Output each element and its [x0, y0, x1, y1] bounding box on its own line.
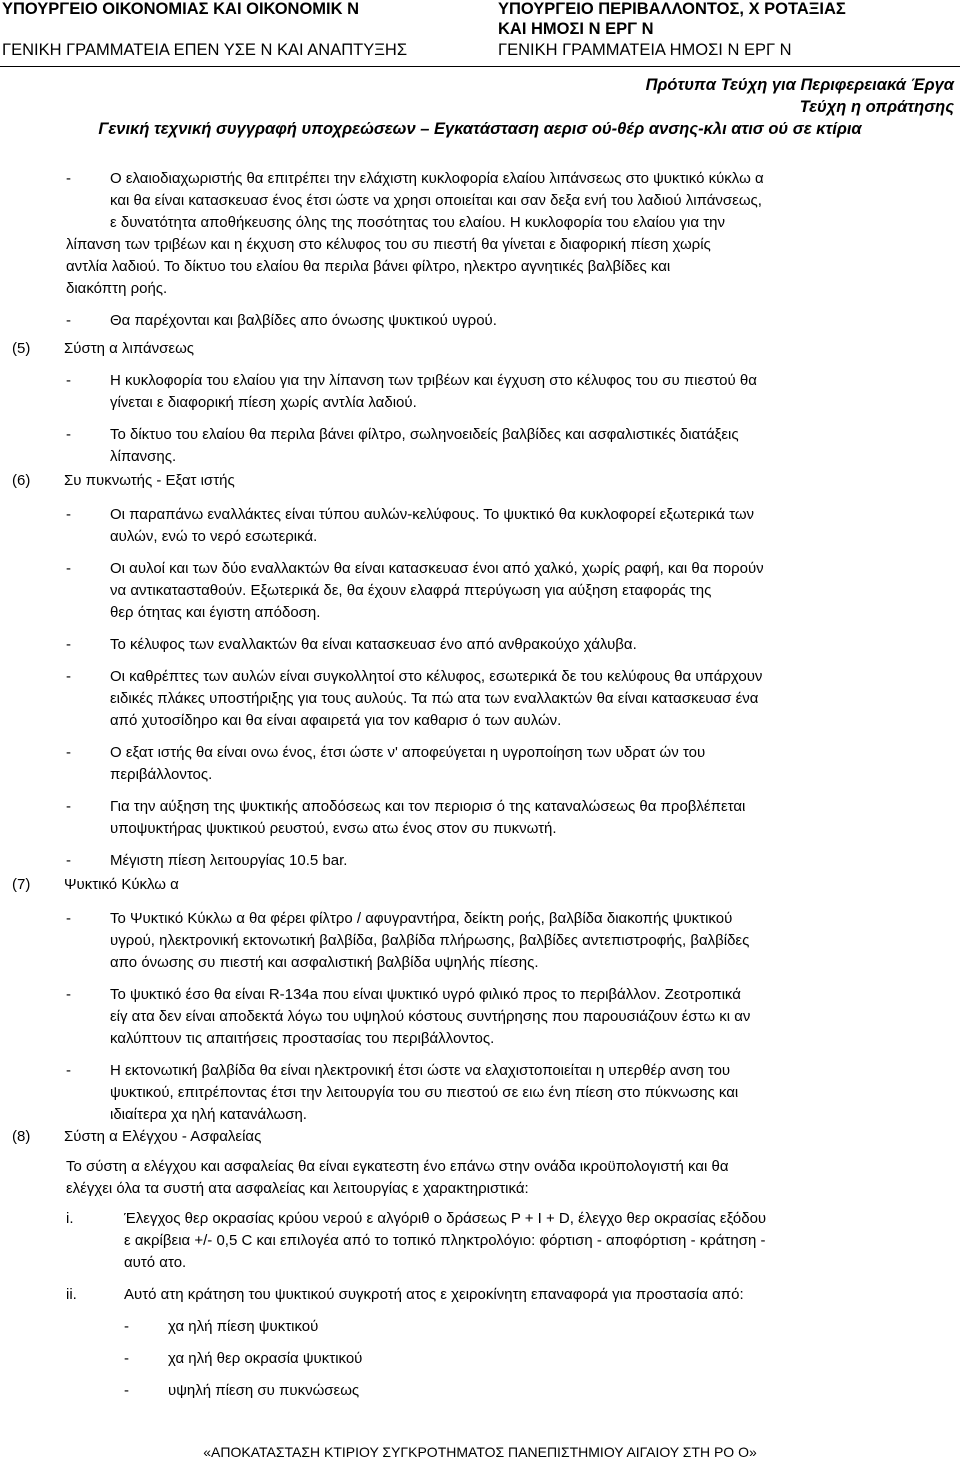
sub-list-item-text: χα ηλή θερ οκρασία ψυκτικού [168, 1350, 363, 1367]
list-item-line: διακόπτη ροής. [66, 280, 168, 297]
header-ministry-right: ΥΠΟΥΡΓΕΙΟ ΠΕΡΙΒΑΛΛΟΝΤΟΣ, Χ ΡΟΤΑΞΙΑΣ [498, 0, 846, 18]
header-divider [0, 66, 960, 67]
header-ministry-left: ΥΠΟΥΡΓΕΙΟ ΟΙΚΟΝΟΜΙΑΣ ΚΑΙ ΟΙΚΟΝΟΜΙΚ Ν [2, 0, 360, 18]
subheader-title: Πρότυπα Τεύχη για Περιφερειακά Έργα [645, 76, 954, 94]
bullet-dash: - [124, 1318, 129, 1335]
list-item-line: αυλών, ενώ το νερό εσωτερικά. [110, 528, 318, 545]
list-item-line: Οι αυλοί και των δύο εναλλακτών θα είναι κατασκευασ ένοι από χαλκό, χωρίς ραφή, και θα πορούν [110, 560, 764, 577]
sub-list-item-text: υψηλή πίεση συ πυκνώσεως [168, 1382, 360, 1399]
section-title: Ψυκτικό Κύκλω α [64, 876, 179, 893]
bullet-dash: - [66, 1062, 71, 1079]
sub-list-item-text: χα ηλή πίεση ψυκτικού [168, 1318, 319, 1335]
list-item-line: Οι παραπάνω εναλλάκτες είναι τύπου αυλών-κελύφους. Το ψυκτικό θα κυκλοφορεί εξωτερικά των [110, 506, 755, 523]
list-item-line: αντλία λαδιού. Το δίκτυο του ελαίου θα περιλα βάνει φίλτρο, ηλεκτρο αγνητικές βαλβίδες και [66, 258, 671, 275]
bullet-dash: - [66, 506, 71, 523]
list-item-line: Η εκτονωτική βαλβίδα θα είναι ηλεκτρονική έτσι ώστε να ελαχιστοποιείται η υπερθέρ ανση του [110, 1062, 731, 1079]
section-heading-7 [12, 874, 179, 896]
list-item-line: καλύπτουν τις απαιτήσεις προστασίας του περιβάλλοντος. [110, 1030, 495, 1047]
bullet-dash: - [66, 426, 71, 443]
section-title: Συ πυκνωτής - Εξατ ιστής [64, 472, 235, 489]
document-footer: «ΑΠΟΚΑΤΑΣΤΑΣΗ ΚΤΙΡΙΟΥ ΣΥΓΚΡΟΤΗΜΑΤΟΣ ΠΑΝΕΠΙΣΤΗΜΙΟΥ ΑΙΓΑΙΟΥ ΣΤΗ ΡΟ Ο» [203, 1444, 757, 1460]
list-item-line: λίπανσης. [110, 448, 177, 465]
bullet-dash: - [66, 986, 71, 1003]
list-item-line: Η κυκλοφορία του ελαίου για την λίπανση των τριβέων και έγχυση στο κέλυφος του συ πιεστού θα [110, 372, 757, 389]
list-item-line: Το ψυκτικό έσο θα είναι R-134a που είναι ψυκτικό υγρό φιλικό προς το περιβάλλον. Ζεοτροπικά [110, 986, 741, 1003]
list-item-line: Μέγιστη πίεση λειτουργίας 10.5 bar. [110, 852, 348, 869]
list-item-line: Ο ελαιοδιαχωριστής θα επιτρέπει την ελάχιστη κυκλοφορία ελαίου λιπάνσεως στο ψυκτικό κύκλω α [110, 170, 764, 187]
header-ministry-right-2: ΚΑΙ ΗΜΟΣΙ Ν ΕΡΓ Ν [498, 20, 654, 38]
subheader-volume: Τεύχη η οπράτησης [799, 98, 954, 116]
section-title: Σύστη α λιπάνσεως [64, 340, 195, 357]
section-number: (5) [12, 340, 31, 357]
numbered-item-line: αυτό ατο. [124, 1254, 187, 1271]
bullet-dash: - [66, 910, 71, 927]
list-item-line: Ο εξατ ιστής θα είναι ονω ένος, έτσι ώστε ν' αποφεύγεται η υγροποίηση των υδρατ ών του [110, 744, 706, 761]
list-item-line: υποψυκτήρας ψυκτικού ρευστού, ενσω ατω ένος στον συ πυκνωτή. [110, 820, 557, 837]
list-item-line: Το κέλυφος των εναλλακτών θα είναι κατασκευασ ένο από ανθρακούχο χάλυβα. [110, 636, 637, 653]
roman-numeral: ii. [66, 1286, 77, 1303]
list-item-line: Το Ψυκτικό Κύκλω α θα φέρει φίλτρο / αφυγραντήρα, δείκτη ροής, βαλβίδα διακοπής ψυκτικού [110, 910, 733, 927]
section-heading-5 [12, 338, 194, 360]
list-item-line: υγρού, ηλεκτρονική εκτονωτική βαλβίδα, βαλβίδα πλήρωσης, βαλβίδες αντεπιστροφής, βαλβίδες [110, 932, 750, 949]
numbered-item-line: ε ακρίβεια +/- 0,5 C και επιλογέα από το τοπικό πληκτρολόγιο: φόρτιση - αποφόρτιση - κράτηση - [124, 1232, 766, 1249]
bullet-dash: - [66, 798, 71, 815]
section-heading-8 [12, 1126, 261, 1148]
list-item-line: ψυκτικού, επιτρέποντας έτσι την λειτουργία του συ πιεστού σε ειω ένη πίεση στο πύκνωσης και [110, 1084, 739, 1101]
list-item-line: Θα παρέχονται και βαλβίδες απο όνωσης ψυκτικού υγρού. [110, 312, 497, 329]
header-secretariat-left: ΓΕΝΙΚΗ ΓΡΑΜΜΑΤΕΙΑ ΕΠΕΝ ΥΣΕ Ν ΚΑΙ ΑΝΑΠΤΥΞΗΣ [2, 41, 408, 59]
list-item-line: ειδικές πλάκες υποστήριξης για τους αυλούς. Τα πώ ατα των εναλλακτών θα είναι κατασκευασ ένα [110, 690, 759, 707]
bullet-dash: - [66, 560, 71, 577]
list-item-line: από χυτοσίδηρο και θα είναι αφαιρετά για τον καθαρισ ό των αυλών. [110, 712, 562, 729]
bullet-dash: - [124, 1382, 129, 1399]
header-secretariat-right: ΓΕΝΙΚΗ ΓΡΑΜΜΑΤΕΙΑ ΗΜΟΣΙ Ν ΕΡΓ Ν [498, 41, 792, 59]
list-item-line: Οι καθρέπτες των αυλών είναι συγκολλητοί στο κέλυφος, εσωτερικά δε του κελύφους θα υπάρχουν [110, 668, 763, 685]
section-number: (8) [12, 1128, 31, 1145]
paragraph-line: ελέγχει όλα τα συστή ατα ασφαλείας και λειτουργίας ε χαρακτηριστικά: [66, 1180, 529, 1197]
list-item-line: απο όνωσης συ πιεστή και ασφαλιστική βαλβίδα υψηλής πίεσης. [110, 954, 539, 971]
list-item-line: και θα είναι κατασκευασ ένος έτσι ώστε να χρησι οποιείται και σαν δεξα ενή του λαδιού λιπάνσεως, [110, 192, 762, 209]
paragraph-line: Το σύστη α ελέγχου και ασφαλείας θα είναι εγκατεστη ένο επάνω στην ονάδα ικροϋπολογιστή και θα [66, 1158, 729, 1175]
list-item-line: είγ ατα δεν είναι αποδεκτά λόγω του υψηλού κόστους συντήρησης που παρουσιάζουν έστω κι αν [110, 1008, 751, 1025]
list-item-line: ε δυνατότητα αποθήκευσης όλης της ποσότητας του ελαίου. Η κυκλοφορία του ελαίου για την [110, 214, 725, 231]
bullet-dash: - [66, 744, 71, 761]
section-number: (7) [12, 876, 31, 893]
bullet-dash: - [66, 668, 71, 685]
numbered-item-line: Έλεγχος θερ οκρασίας κρύου νερού ε αλγόριθ ο δράσεως P + I + D, έλεγχο θερ οκρασίας εξόδου [124, 1210, 767, 1227]
list-item-line: γίνεται ε διαφορική πίεση χωρίς αντλία λαδιού. [110, 394, 417, 411]
numbered-item-line: Αυτό ατη κράτηση του ψυκτικού συγκροτή ατος ε χειροκίνητη επαναφορά για προστασία από: [124, 1286, 744, 1303]
bullet-dash: - [124, 1350, 129, 1367]
list-item-line: θερ ότητας και έγιστη απόδοση. [110, 604, 321, 621]
section-title: Σύστη α Ελέγχου - Ασφαλείας [64, 1128, 262, 1145]
section-number: (6) [12, 472, 31, 489]
bullet-dash: - [66, 636, 71, 653]
subheader-spec: Γενική τεχνική συγγραφή υποχρεώσεων – Εγκατάσταση αερισ ού-θέρ ανσης-κλι ατισ ού σε κτίρια [98, 120, 862, 138]
bullet-dash: - [66, 372, 71, 389]
list-item-line: να αντικατασταθούν. Εξωτερικά δε, θα έχουν ελαφρά πτερύγωση για αύξηση εταφοράς της [110, 582, 712, 599]
list-item-line: Για την αύξηση της ψυκτικής αποδόσεως και τον περιορισ ό της καταναλώσεως θα προβλέπεται [110, 798, 746, 815]
section-heading-6 [12, 470, 235, 492]
list-item-line: λίπανση των τριβέων και η έκχυση στο κέλυφος του συ πιεστή θα γίνεται ε διαφορική πίεση χωρίς [66, 236, 711, 253]
bullet-dash: - [66, 852, 71, 869]
roman-numeral: i. [66, 1210, 74, 1227]
list-item-line: περιβάλλοντος. [110, 766, 213, 783]
bullet-dash: - [66, 170, 71, 187]
bullet-dash: - [66, 312, 71, 329]
list-item-line: ιδιαίτερα χα ηλή κατανάλωση. [110, 1106, 307, 1123]
list-item-line: Το δίκτυο του ελαίου θα περιλα βάνει φίλτρο, σωληνοειδείς βαλβίδες και ασφαλιστικές διατάξεις [110, 426, 739, 443]
